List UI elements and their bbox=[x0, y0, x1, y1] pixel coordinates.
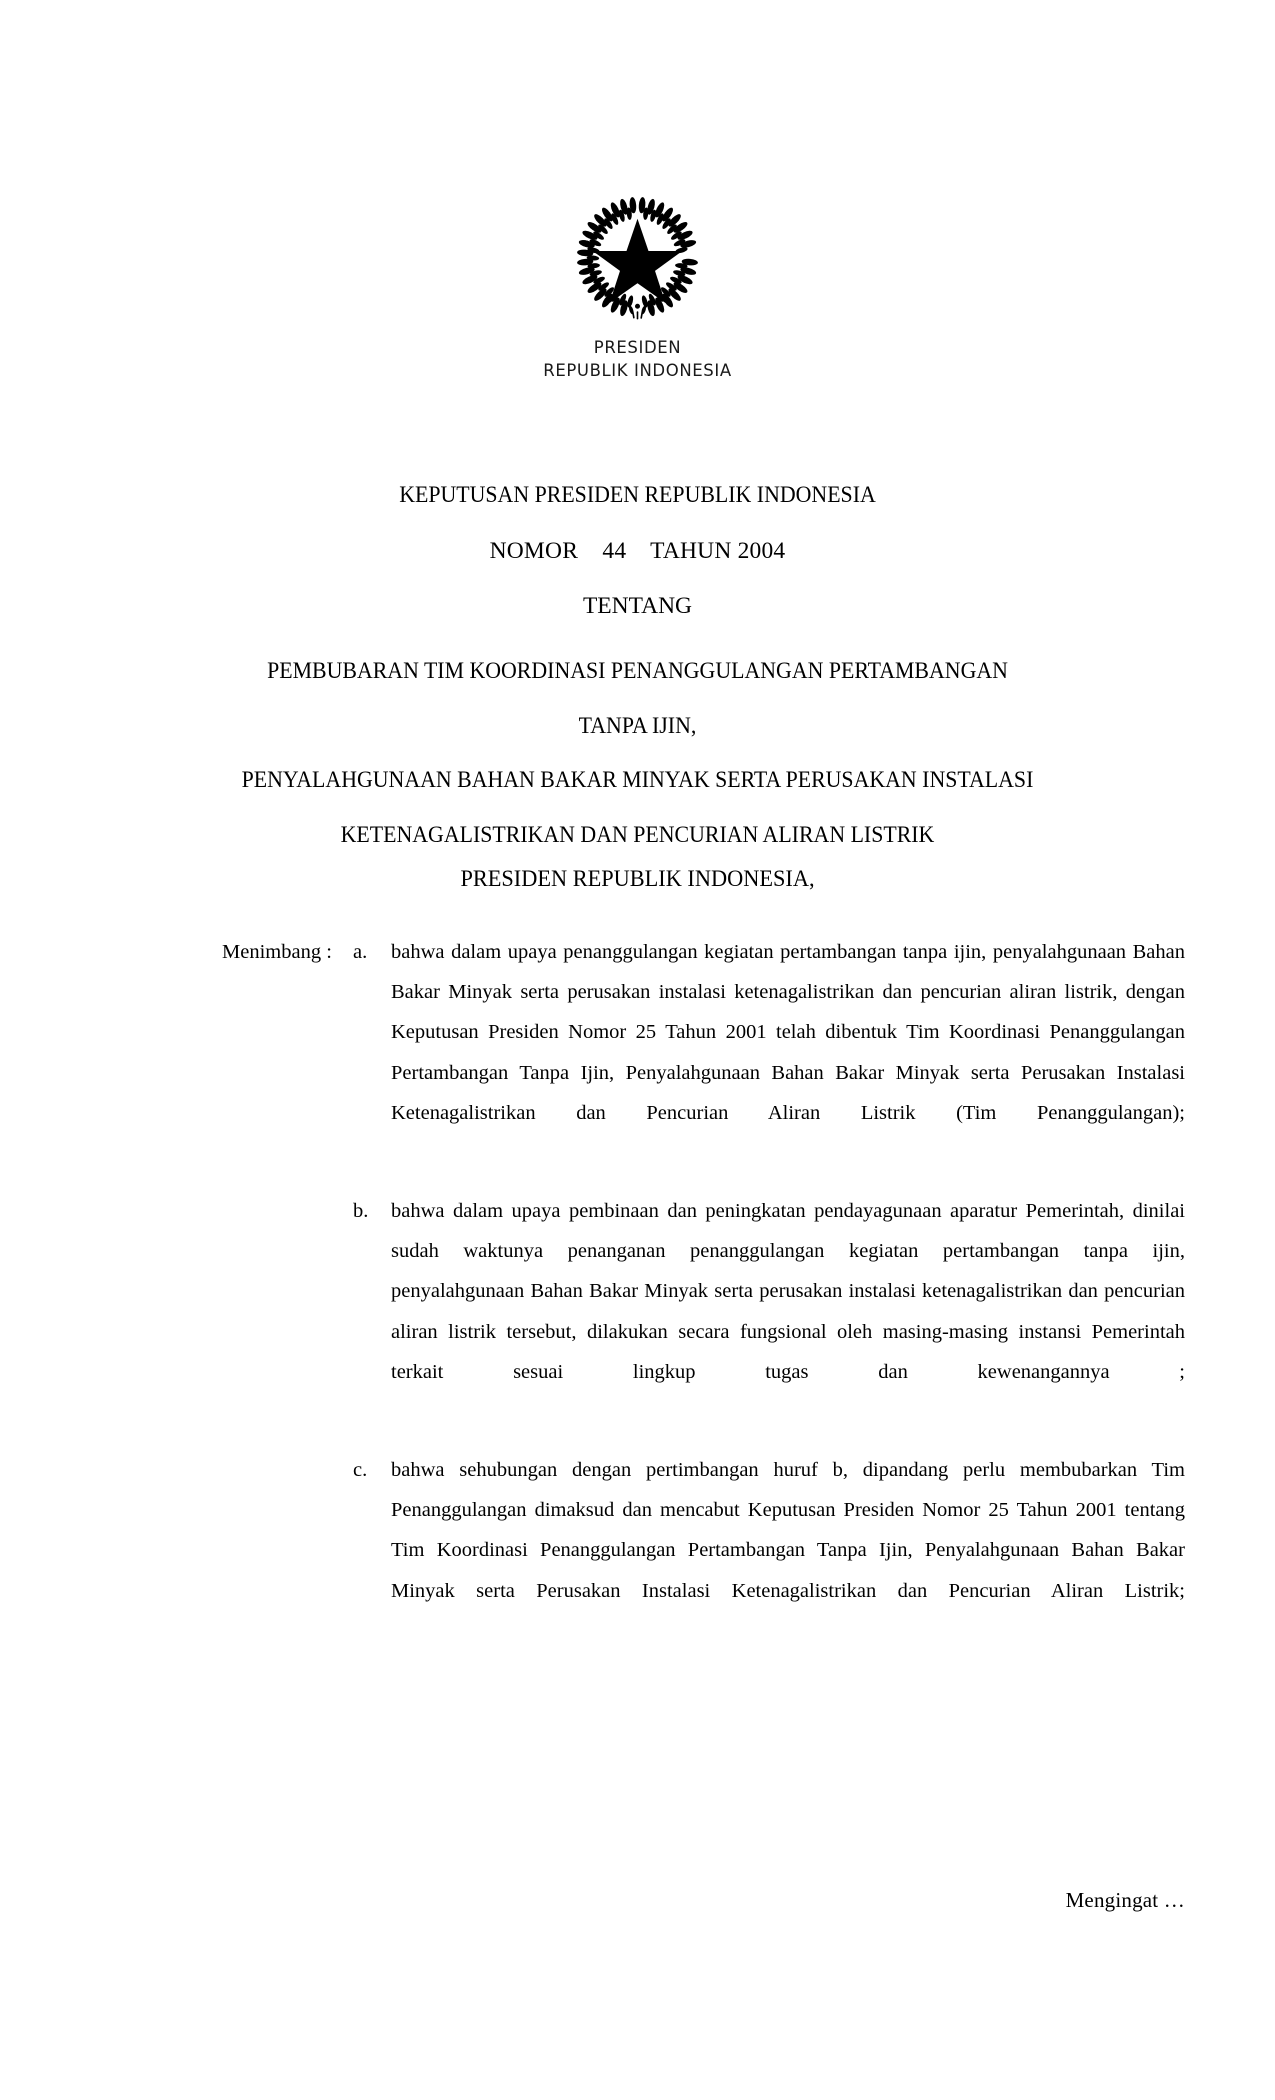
considerations-label: Menimbang : bbox=[222, 941, 332, 963]
clause-text-a: bahwa dalam upaya penanggulangan kegiatan pertambangan tanpa ijin, penyalahgunaan Bahan Bakar Minyak serta perusakan instalasi ketenagalistrikan dan pencurian aliran listrik, dengan Keputusan Presiden Nomor 25 Tahun 2001 telah dibentuk Tim Koordinasi Penanggulangan Pertambangan Tanpa Ijin, Penyalahgunaan Bahan Bakar Minyak serta Perusakan Instalasi Ketenagalistrikan dan Pencurian Aliran Listrik (Tim Penanggulangan); bbox=[391, 941, 1185, 1124]
subject-line-1: PEMBUBARAN TIM KOORDINASI PENANGGULANGAN PERTAMBANGAN bbox=[267, 658, 1008, 684]
emblem-block bbox=[0, 195, 1275, 383]
consideration-item-c bbox=[222, 1450, 1185, 1651]
heading-decree-number: NOMOR 44 TAHUN 2004 bbox=[489, 537, 786, 564]
emblem-caption-line-2: REPUBLIK INDONESIA bbox=[543, 360, 732, 380]
consideration-item-a bbox=[222, 932, 1185, 1173]
clause-text-b: bahwa dalam upaya pembinaan dan peningkatan pendayagunaan aparatur Pemerintah, dinilai sudah waktunya penanganan penanggulangan kegiatan pertambangan tanpa ijin, penyalahgunaan Bahan Bakar Minyak serta perusakan instalasi ketenagalistrikan dan pencurian aliran listrik tersebut, dilakukan secara fungsional oleh masing-masing instansi Pemerintah terkait sesuai lingkup tugas dan kewenangannya ; bbox=[391, 1200, 1185, 1383]
continuation-note: Mengingat … bbox=[1065, 1888, 1185, 1912]
heading-line-1: KEPUTUSAN PRESIDEN REPUBLIK INDONESIA bbox=[399, 482, 876, 508]
clause-marker-c: c. bbox=[353, 1459, 368, 1482]
page-footer bbox=[0, 1888, 1185, 1913]
document-heading bbox=[0, 484, 1275, 619]
emblem-caption-line-1: PRESIDEN bbox=[593, 338, 682, 357]
clause-marker-a: a. bbox=[353, 941, 368, 963]
garuda-star-wreath-emblem-icon bbox=[575, 195, 700, 320]
heading-tentang: TENTANG bbox=[582, 593, 693, 619]
clause-text-c: bahwa sehubungan dengan pertimbangan huruf b, dipandang perlu membubarkan Tim Penanggulangan dimaksud dan mencabut Keputusan Presiden Nomor 25 Tahun 2001 tentang Tim Koordinasi Penanggulangan Pertambangan Tanpa Ijin, Penyalahgunaan Bahan Bakar Minyak serta Perusakan Instalasi Ketenagalistrikan dan Pencurian Aliran Listrik; bbox=[391, 1459, 1185, 1602]
subject-line-4: KETENAGALISTRIKAN DAN PENCURIAN ALIRAN LISTRIK bbox=[340, 821, 935, 848]
considerations-section bbox=[222, 932, 1185, 1651]
emblem-caption bbox=[0, 337, 1275, 383]
subject-line-3: PENYALAHGUNAAN BAHAN BAKAR MINYAK SERTA PERUSAKAN INSTALASI bbox=[241, 767, 1034, 793]
subject-line-2: TANPA IJIN, bbox=[578, 712, 697, 739]
clause-marker-b: b. bbox=[353, 1200, 369, 1223]
document-subject bbox=[0, 660, 1275, 878]
addressee-block bbox=[0, 868, 1275, 892]
addressee-line: PRESIDEN REPUBLIK INDONESIA, bbox=[460, 866, 815, 892]
consideration-item-b bbox=[222, 1191, 1185, 1432]
